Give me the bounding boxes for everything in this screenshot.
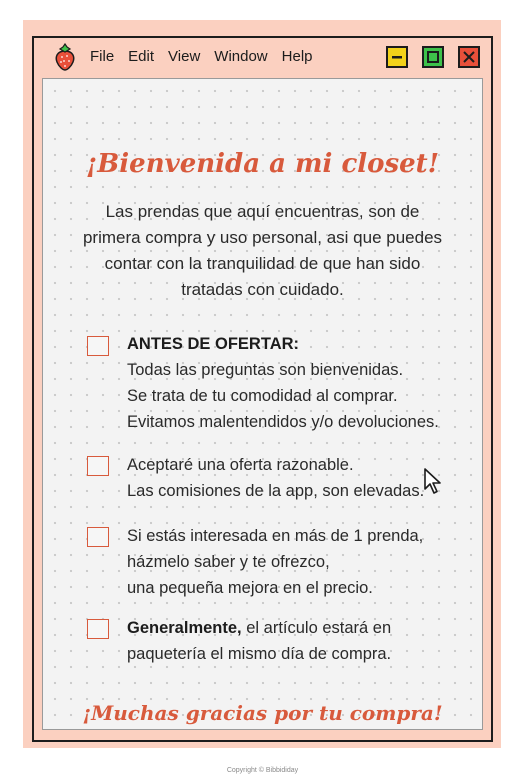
menu-window[interactable]: Window xyxy=(214,48,268,65)
item-reasonable-offer xyxy=(127,452,424,504)
menu-bar xyxy=(34,38,491,76)
intro-line: contar con la tranquilidad de que han sido xyxy=(104,254,421,273)
intro-text xyxy=(43,199,482,303)
maximize-icon xyxy=(427,51,439,63)
menu-view[interactable]: View xyxy=(168,48,201,65)
checkbox-shipping[interactable] xyxy=(87,619,109,639)
checkbox-multiple-items[interactable] xyxy=(87,527,109,547)
intro-line: Las prendas que aquí encuentras, son de xyxy=(105,202,420,221)
checkbox-reasonable-offer[interactable] xyxy=(87,456,109,476)
copyright: Copyright © Bibbididay xyxy=(226,767,299,774)
item-before-offer xyxy=(127,331,439,435)
item-line: Aceptaré una oferta razonable. xyxy=(127,456,354,474)
checkbox-before-offer[interactable] xyxy=(87,336,109,356)
menu xyxy=(90,48,327,65)
item-line: paquetería el mismo día de compra. xyxy=(127,645,392,663)
item-line: Evitamos malentendidos y/o devoluciones. xyxy=(127,413,439,431)
item-rest: el artículo estará en xyxy=(241,619,392,637)
item-line: Se trata de tu comodidad al comprar. xyxy=(127,387,398,405)
item-line: Las comisiones de la app, son elevadas. xyxy=(127,482,425,500)
content-panel xyxy=(42,78,483,774)
item-line: házmelo saber y te ofrezco, xyxy=(127,553,330,571)
strawberry-icon xyxy=(52,43,78,71)
item-heading: ANTES DE OFERTAR: xyxy=(127,335,300,353)
item-shipping xyxy=(127,615,391,667)
item-line: Si estás interesada en más de 1 prenda, xyxy=(127,527,424,545)
item-line xyxy=(127,615,391,641)
intro-line: tratadas con cuidado. xyxy=(181,280,344,299)
intro-line: primera compra y uso personal, asi que puedes xyxy=(82,228,443,247)
app-window xyxy=(32,36,493,774)
menu-edit[interactable]: Edit xyxy=(128,48,155,65)
thanks-message: ¡Muchas gracias por tu compra! xyxy=(82,701,443,725)
item-line: Todas las preguntas son bienvenidas. xyxy=(127,361,404,379)
item-multiple-items xyxy=(127,523,423,601)
menu-file[interactable]: File xyxy=(90,48,115,65)
item-line: una pequeña mejora en el precio. xyxy=(127,579,373,597)
minimize-icon xyxy=(391,51,403,63)
cursor-icon xyxy=(423,467,445,497)
menu-help[interactable]: Help xyxy=(281,48,313,65)
maximize-button[interactable] xyxy=(422,46,444,68)
page-title: ¡Bienvenida a mi closet! xyxy=(85,149,440,179)
minimize-button[interactable] xyxy=(386,46,408,68)
item-bold: Generalmente, xyxy=(127,619,242,637)
close-icon xyxy=(463,51,475,63)
close-button[interactable] xyxy=(458,46,480,68)
